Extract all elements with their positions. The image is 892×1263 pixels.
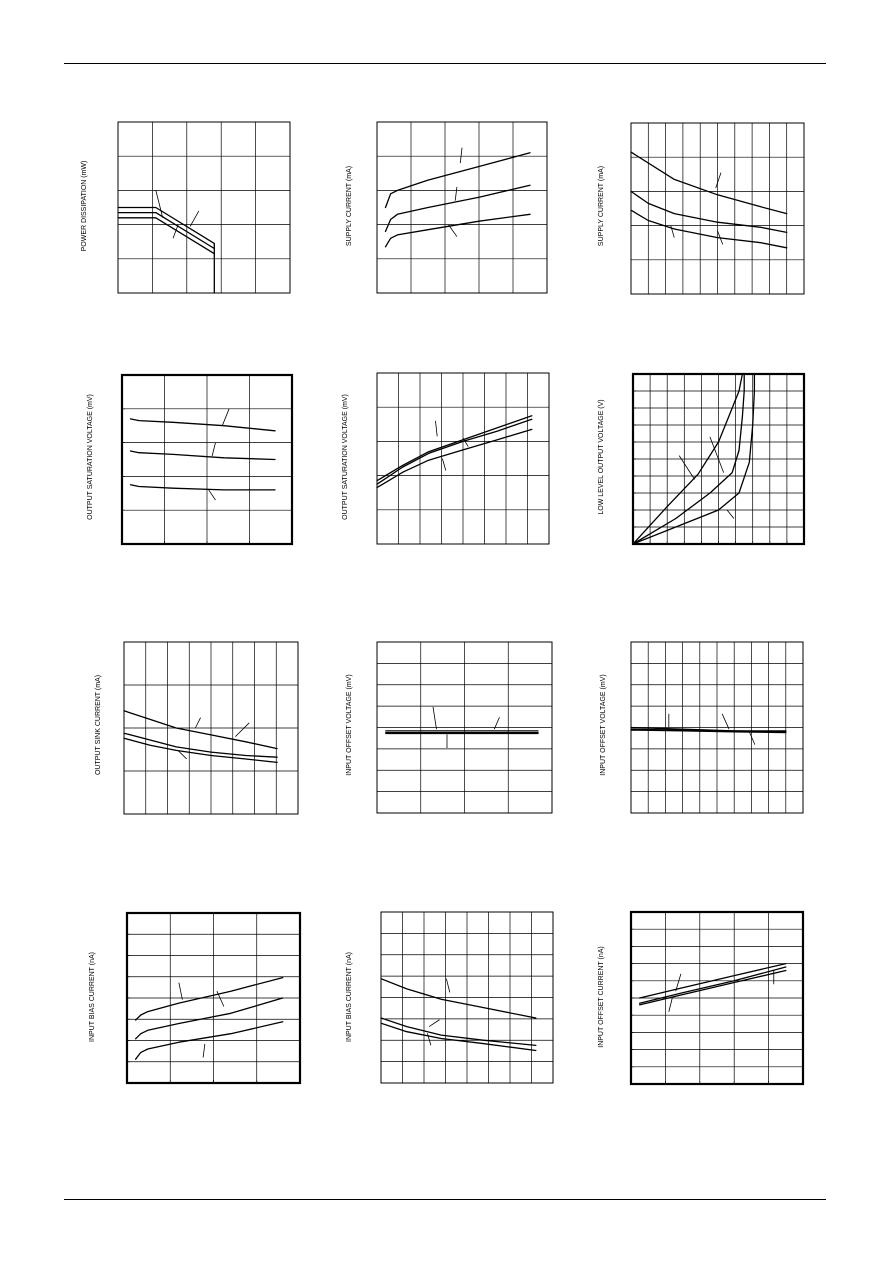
series-line-2 [136, 998, 283, 1039]
series-line-1 [631, 152, 787, 214]
y-axis-label: SUPPLY CURRENT (mA) [598, 165, 605, 247]
y-axis-label: INPUT BIAS CURRENT (nA) [346, 952, 353, 1042]
series-line-3 [377, 429, 532, 487]
chart-low-level-output-voltage [593, 369, 811, 551]
y-axis-label: INPUT OFFSET VOLTAGE (mV) [600, 674, 607, 776]
callout-leader-1 [435, 421, 437, 436]
callout-leader-2 [212, 443, 215, 457]
series-line-1 [136, 978, 283, 1021]
series-line-3 [386, 214, 531, 247]
callout-leader-1 [716, 173, 721, 188]
chart-output-saturation-voltage-a [82, 369, 298, 551]
series-line-3 [640, 971, 786, 1005]
callout-leader-2 [235, 723, 249, 737]
y-axis-label: OUTPUT SINK CURRENT (mA) [95, 674, 102, 776]
y-axis-label: INPUT OFFSET CURRENT (nA) [598, 946, 605, 1048]
callout-leader-3 [448, 225, 457, 237]
series-line-3 [631, 210, 787, 248]
callout-leader-3 [750, 733, 755, 745]
series-line-1 [377, 416, 532, 481]
callout-leader-2 [722, 714, 729, 729]
callout-leader-3 [427, 1033, 430, 1045]
y-axis-label: OUTPUT SATURATION VOLTAGE (mV) [342, 394, 349, 520]
top-rule [64, 63, 826, 64]
y-axis-label: LOW LEVEL OUTPUT VOLTAGE (V) [598, 399, 605, 515]
chart-input-bias-current-a [82, 907, 304, 1091]
chart-power-dissipation [76, 118, 296, 300]
chart-input-offset-voltage-a [339, 637, 555, 819]
chart-input-offset-current [593, 907, 811, 1091]
series-line-2 [381, 1018, 536, 1045]
chart-input-bias-current-b [339, 907, 557, 1091]
bottom-rule [64, 1199, 826, 1200]
callout-leader-3 [203, 1044, 205, 1058]
callout-leader-2 [669, 998, 672, 1012]
callout-leader-2 [429, 1020, 439, 1027]
series-line-3 [131, 485, 276, 490]
callout-leader-1 [433, 707, 437, 729]
chart-output-saturation-voltage-b [339, 369, 555, 551]
plot-frame [377, 122, 547, 293]
y-axis-label: OUTPUT SATURATION VOLTAGE (mV) [87, 394, 94, 520]
chart-supply-current-vs-temperature [593, 118, 811, 300]
callout-leader-2 [190, 211, 199, 226]
series-line-1 [118, 208, 214, 294]
series-line-3 [118, 218, 214, 254]
y-axis-label: SUPPLY CURRENT (mA) [346, 165, 353, 247]
series-line-2 [631, 191, 787, 232]
callout-leader-1 [460, 148, 462, 163]
callout-leader-3 [727, 510, 734, 519]
y-axis-label: INPUT OFFSET VOLTAGE (mV) [346, 674, 353, 776]
callout-leader-3 [209, 490, 216, 500]
series-line-1 [381, 979, 536, 1018]
callout-leader-2 [455, 187, 457, 201]
callout-leader-1 [446, 979, 449, 993]
callout-leader-1 [195, 718, 200, 728]
series-line-1 [131, 419, 276, 431]
series-line-2 [131, 451, 276, 460]
series-line-1 [124, 711, 277, 749]
callout-leader-2 [671, 226, 674, 238]
callout-leader-1 [179, 983, 182, 1000]
callout-leader-1 [222, 409, 229, 426]
series-line-1 [386, 153, 531, 208]
chart-output-sink-current [88, 637, 304, 819]
callout-leader-3 [442, 459, 445, 471]
chart-supply-current-vs-voltage [339, 118, 553, 300]
y-axis-label: INPUT BIAS CURRENT (nA) [89, 952, 96, 1042]
chart-input-offset-voltage-b [593, 637, 811, 819]
y-axis-label: POWER DISSIPATION (mW) [81, 160, 88, 252]
